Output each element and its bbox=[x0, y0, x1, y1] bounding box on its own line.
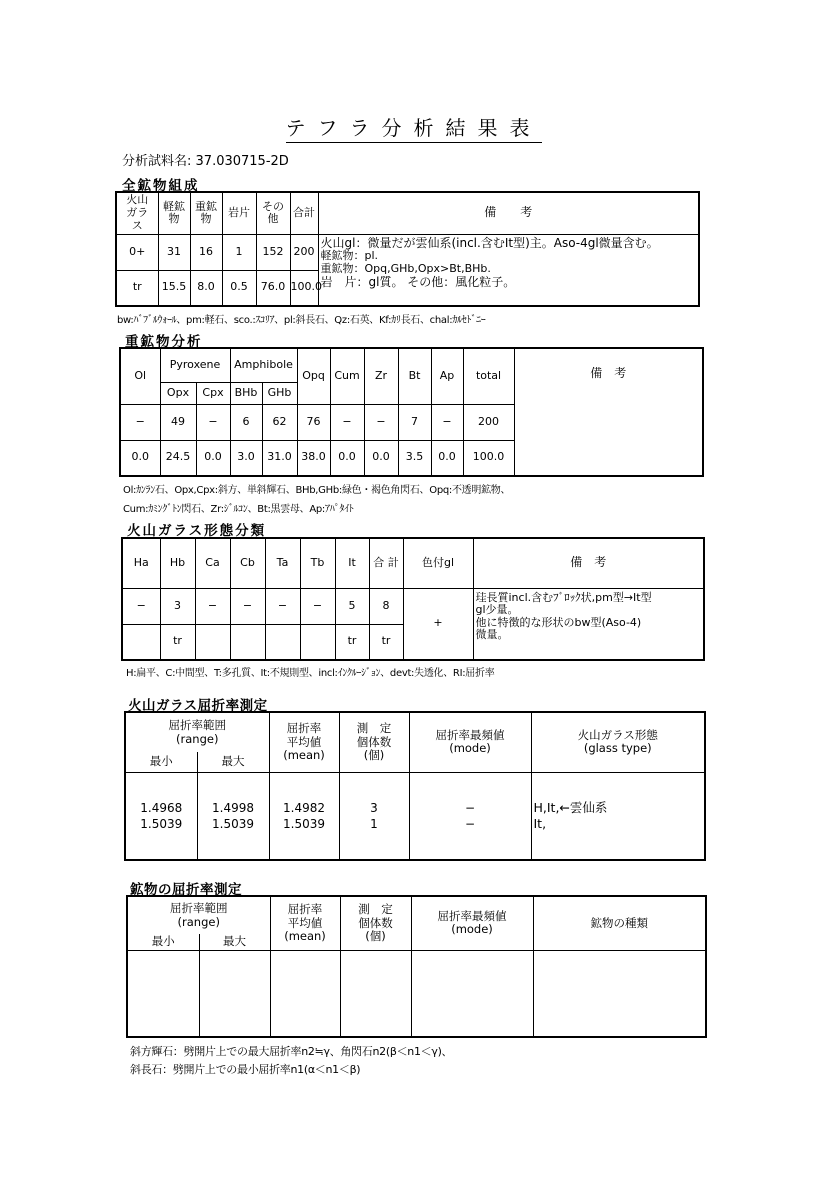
table-cell: 8.0 bbox=[190, 270, 222, 306]
table-cell: 152 bbox=[256, 234, 290, 270]
col-header-ap: Ap bbox=[431, 348, 463, 404]
table-cell: − bbox=[230, 588, 265, 624]
table-cell bbox=[122, 624, 160, 660]
table-cell: 100.0 bbox=[290, 270, 318, 306]
table-cell: tr bbox=[116, 270, 158, 306]
table-cell: 0.0 bbox=[364, 440, 398, 476]
table-cell: − bbox=[122, 588, 160, 624]
table-cell: 38.0 bbox=[297, 440, 330, 476]
col-header-it: It bbox=[335, 538, 369, 588]
table-cell bbox=[230, 624, 265, 660]
table-cell: 0.0 bbox=[196, 440, 230, 476]
table-cell bbox=[127, 950, 199, 1037]
table-cell: tr bbox=[160, 624, 195, 660]
glass-refraction-heading: 火山ガラス屈折率測定 bbox=[128, 698, 268, 714]
col-header-mode: 屈折率最頻値 (mode) bbox=[411, 896, 533, 950]
table-cell: 3.5 bbox=[398, 440, 431, 476]
col-header-ha: Ha bbox=[122, 538, 160, 588]
table-cell: tr bbox=[369, 624, 403, 660]
table-cell: 16 bbox=[190, 234, 222, 270]
heavy-minerals-heading: 重鉱物分析 bbox=[125, 334, 203, 350]
col-header-light: 軽鉱物 bbox=[158, 192, 190, 234]
table-cell: 0.0 bbox=[431, 440, 463, 476]
col-header-total: total bbox=[463, 348, 514, 404]
col-header-max: 最大 bbox=[197, 752, 269, 772]
col-header-count: 測 定 個体数 (個) bbox=[340, 896, 411, 950]
col-header-ca: Ca bbox=[195, 538, 230, 588]
table-cell: 3 bbox=[160, 588, 195, 624]
table-cell: 5 bbox=[335, 588, 369, 624]
col-header-colored-gl: 色付gl bbox=[403, 538, 473, 588]
col-header-min: 最小 bbox=[125, 752, 197, 772]
heavy-minerals-footnote-2: Cum:ｶﾐﾝｸﾞﾄﾝ閃石、Zr:ｼﾞﾙｺﾝ、Bt:黒雲母、Ap:ｱﾊﾟﾀｲﾄ bbox=[123, 504, 354, 515]
heavy-minerals-footnote-1: Ol:ｶﾝﾗﾝ石、Opx,Cpx:斜方、単斜輝石、BHb,GHb:緑色・褐色角閃石、Opq:不透明鉱物、 bbox=[123, 485, 511, 496]
table-cell: 3.0 bbox=[230, 440, 262, 476]
table-cell bbox=[195, 624, 230, 660]
table-cell: − bbox=[120, 404, 160, 440]
page-title: テフラ分析結果表 bbox=[0, 112, 827, 141]
col-header-cum: Cum bbox=[330, 348, 364, 404]
table-cell bbox=[411, 950, 533, 1037]
mineral-refraction-table bbox=[126, 895, 707, 1038]
col-header-cb: Cb bbox=[230, 538, 265, 588]
glass-type-values: H,It,←雲仙系 It, bbox=[531, 772, 705, 860]
glass-max-values: 1.4998 1.5039 bbox=[197, 772, 269, 860]
glass-mode-values: − − bbox=[409, 772, 531, 860]
table-cell: 49 bbox=[160, 404, 196, 440]
table-cell: 100.0 bbox=[463, 440, 514, 476]
colored-gl-value: + bbox=[403, 588, 473, 660]
col-header-hb: Hb bbox=[160, 538, 195, 588]
col-header-amphibole: Amphibole bbox=[230, 348, 297, 382]
col-header-mean: 屈折率 平均値 (mean) bbox=[269, 712, 339, 772]
table-cell: 0.0 bbox=[330, 440, 364, 476]
table-cell bbox=[300, 624, 335, 660]
total-minerals-heading: 全鉱物組成 bbox=[122, 178, 200, 194]
mineral-refraction-footnote-1: 斜方輝石：劈開片上での最大屈折率n2≒γ、角閃石n2(β＜n1＜γ)、 bbox=[130, 1045, 453, 1058]
col-header-heavy: 重鉱物 bbox=[190, 192, 222, 234]
col-header-ol: Ol bbox=[120, 348, 160, 404]
col-header-zr: Zr bbox=[364, 348, 398, 404]
col-header-ta: Ta bbox=[265, 538, 300, 588]
heavy-minerals-table bbox=[119, 347, 704, 477]
table-cell: 31 bbox=[158, 234, 190, 270]
col-header-bt: Bt bbox=[398, 348, 431, 404]
total-minerals-remarks: 火山gl：微量だが雲仙系(incl.含むIt型)主。Aso-4gl微量含む。 軽鉱物：pl. 重鉱物：Opq,GHb,Opx>Bt,BHb. 岩 片：gl質。 その他：風化粒子。 bbox=[318, 234, 699, 306]
col-header-range: 屈折率範囲 (range) bbox=[127, 896, 270, 934]
table-cell: 0+ bbox=[116, 234, 158, 270]
table-cell: 31.0 bbox=[262, 440, 297, 476]
table-cell: 6 bbox=[230, 404, 262, 440]
table-cell: 76.0 bbox=[256, 270, 290, 306]
col-header-mean: 屈折率 平均値 (mean) bbox=[270, 896, 340, 950]
table-cell: 0.5 bbox=[222, 270, 256, 306]
table-cell bbox=[270, 950, 340, 1037]
col-header-min: 最小 bbox=[127, 934, 199, 950]
table-cell: 1 bbox=[222, 234, 256, 270]
col-header-count: 測 定 個体数 (個) bbox=[339, 712, 409, 772]
glass-refraction-table bbox=[124, 711, 706, 861]
glass-morphology-remarks: 珪長質incl.含むﾌﾞﾛｯｸ状,pm型→It型 gl少量。 他に特徴的な形状のbw型(Aso-4) 微量。 bbox=[473, 588, 704, 660]
col-header-other: その他 bbox=[256, 192, 290, 234]
col-header-cpx: Cpx bbox=[196, 382, 230, 404]
glass-morphology-table bbox=[121, 537, 705, 661]
glass-min-values: 1.4968 1.5039 bbox=[125, 772, 197, 860]
col-header-max: 最大 bbox=[199, 934, 270, 950]
mineral-refraction-heading: 鉱物の屈折率測定 bbox=[130, 882, 242, 898]
table-cell: 24.5 bbox=[160, 440, 196, 476]
glass-mean-values: 1.4982 1.5039 bbox=[269, 772, 339, 860]
table-cell bbox=[533, 950, 706, 1037]
table-cell: 0.0 bbox=[120, 440, 160, 476]
col-header-ghb: GHb bbox=[262, 382, 297, 404]
table-cell: 15.5 bbox=[158, 270, 190, 306]
table-cell: − bbox=[330, 404, 364, 440]
table-cell bbox=[199, 950, 270, 1037]
table-cell: 76 bbox=[297, 404, 330, 440]
total-minerals-table bbox=[115, 191, 700, 307]
col-header-remarks: 備 考 bbox=[318, 192, 699, 234]
table-cell bbox=[265, 624, 300, 660]
table-cell: 8 bbox=[369, 588, 403, 624]
col-header-rock: 岩片 bbox=[222, 192, 256, 234]
glass-count-values: 3 1 bbox=[339, 772, 409, 860]
col-header-range: 屈折率範囲 (range) bbox=[125, 712, 269, 752]
col-header-glass-type: 火山ガラス形態 (glass type) bbox=[531, 712, 705, 772]
table-cell: − bbox=[265, 588, 300, 624]
heavy-minerals-remarks: 備 考 bbox=[514, 348, 703, 476]
sample-name: 分析試料名: 37.030715-2D bbox=[122, 154, 289, 169]
table-cell bbox=[340, 950, 411, 1037]
col-header-mode: 屈折率最頻値 (mode) bbox=[409, 712, 531, 772]
col-header-pyroxene: Pyroxene bbox=[160, 348, 230, 382]
glass-morphology-footnote: H:扁平、C:中間型、T:多孔質、It:不規則型、incl:ｲﾝｸﾙｰｼﾞｮﾝ、devt:失透化、RI:屈折率 bbox=[126, 668, 495, 679]
table-cell: tr bbox=[335, 624, 369, 660]
mineral-refraction-footnote-2: 斜長石：劈開片上での最小屈折率n1(α＜n1＜β) bbox=[130, 1063, 361, 1076]
table-cell: 200 bbox=[463, 404, 514, 440]
table-cell: 7 bbox=[398, 404, 431, 440]
table-cell: − bbox=[364, 404, 398, 440]
total-minerals-footnote: bw:ﾊﾞﾌﾞﾙｳｫｰﾙ、pm:軽石、sco.:ｽｺﾘｱ、pl:斜長石、Qz:石英、Kf:ｶﾘ長石、chal:ｶﾙｾﾄﾞﾆｰ bbox=[117, 315, 486, 326]
col-header-total: 合計 bbox=[290, 192, 318, 234]
col-header-opx: Opx bbox=[160, 382, 196, 404]
col-header-opq: Opq bbox=[297, 348, 330, 404]
table-cell: − bbox=[196, 404, 230, 440]
col-header-mineral-kind: 鉱物の種類 bbox=[533, 896, 706, 950]
table-cell: 200 bbox=[290, 234, 318, 270]
table-cell: − bbox=[195, 588, 230, 624]
col-header-remarks: 備 考 bbox=[473, 538, 704, 588]
table-cell: − bbox=[431, 404, 463, 440]
table-cell: 62 bbox=[262, 404, 297, 440]
col-header-total: 合 計 bbox=[369, 538, 403, 588]
col-header-tb: Tb bbox=[300, 538, 335, 588]
table-cell: − bbox=[300, 588, 335, 624]
col-header-bhb: BHb bbox=[230, 382, 262, 404]
col-header-glass: 火山ガラス bbox=[116, 192, 158, 234]
glass-morphology-heading: 火山ガラス形態分類 bbox=[127, 523, 267, 539]
